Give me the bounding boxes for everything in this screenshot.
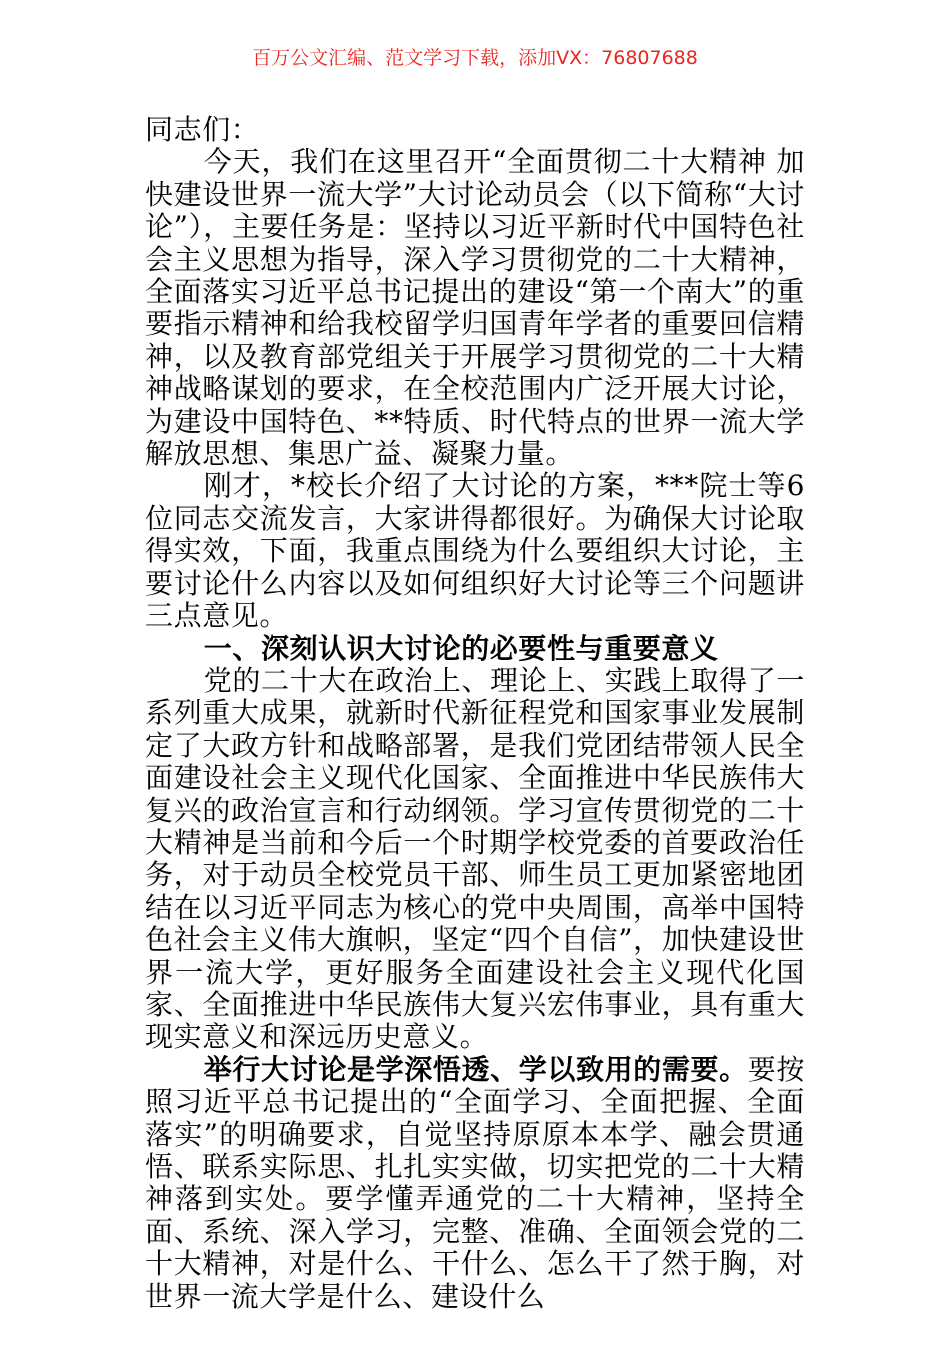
paragraph-remarks: 刚才，*校长介绍了大讨论的方案，***院士等6位同志交流发言，大家讲得都很好。为确保大讨论取得实效，下面，我重点围绕为什么要组织大讨论，主要讨论什么内容以及如何组织好大讨论等三个问题讲三点意见。	[145, 469, 805, 633]
document-body	[145, 114, 805, 1313]
header-banner: 百万公文汇编、范文学习下载，添加VX：76807688	[252, 47, 698, 69]
paragraph-intro: 今天，我们在这里召开“全面贯彻二十大精神 加快建设世界一流大学”大讨论动员会（以下简称“大讨论”），主要任务是：坚持以习近平新时代中国特色社会主义思想为指导，深入学习贯彻党的二十大精神，全面落实习近平总书记提出的建设“第一个南大”的重要指示精神和给我校留学归国青年学者的重要回信精神，以及教育部党组关于开展学习贯彻党的二十大精神战略谋划的要求，在全校范围内广泛开展大讨论，为建设中国特色、**特质、时代特点的世界一流大学解放思想、集思广益、凝聚力量。	[145, 145, 805, 471]
point-body: 要按照习近平总书记提出的“全面学习、全面把握、全面落实”的明确要求，自觉坚持原原本本学、融会贯通悟、联系实际思、扎扎实实做，切实把党的二十大精神落到实处。要学懂弄通党的二十大精神，坚持全面、系统、深入学习，完整、准确、全面领会党的二十大精神，对是什么、干什么、怎么干了然于胸，对世界一流大学是什么、建设什么	[145, 1052, 805, 1313]
salutation: 同志们：	[145, 113, 260, 146]
point-paragraph	[145, 1054, 805, 1313]
section-paragraph: 党的二十大在政治上、理论上、实践上取得了一系列重大成果，就新时代新征程党和国家事业发展制定了大政方针和战略部署，是我们党团结带领人民全面建设社会主义现代化国家、全面推进中华民族伟大复兴的政治宣言和行动纲领。学习宣传贯彻党的二十大精神是当前和今后一个时期学校党委的首要政治任务，对于动员全校党员干部、师生员工更加紧密地团结在以习近平同志为核心的党中央周围，高举中国特色社会主义伟大旗帜，坚定“四个自信”，加快建设世界一流大学，更好服务全面建设社会主义现代化国家、全面推进中华民族伟大复兴宏伟事业，具有重大现实意义和深远历史意义。	[145, 663, 805, 1054]
section-heading: 一、深刻认识大讨论的必要性与重要意义	[203, 631, 719, 665]
point-lead: 举行大讨论是学深悟透、学以致用的需要。	[203, 1052, 748, 1086]
